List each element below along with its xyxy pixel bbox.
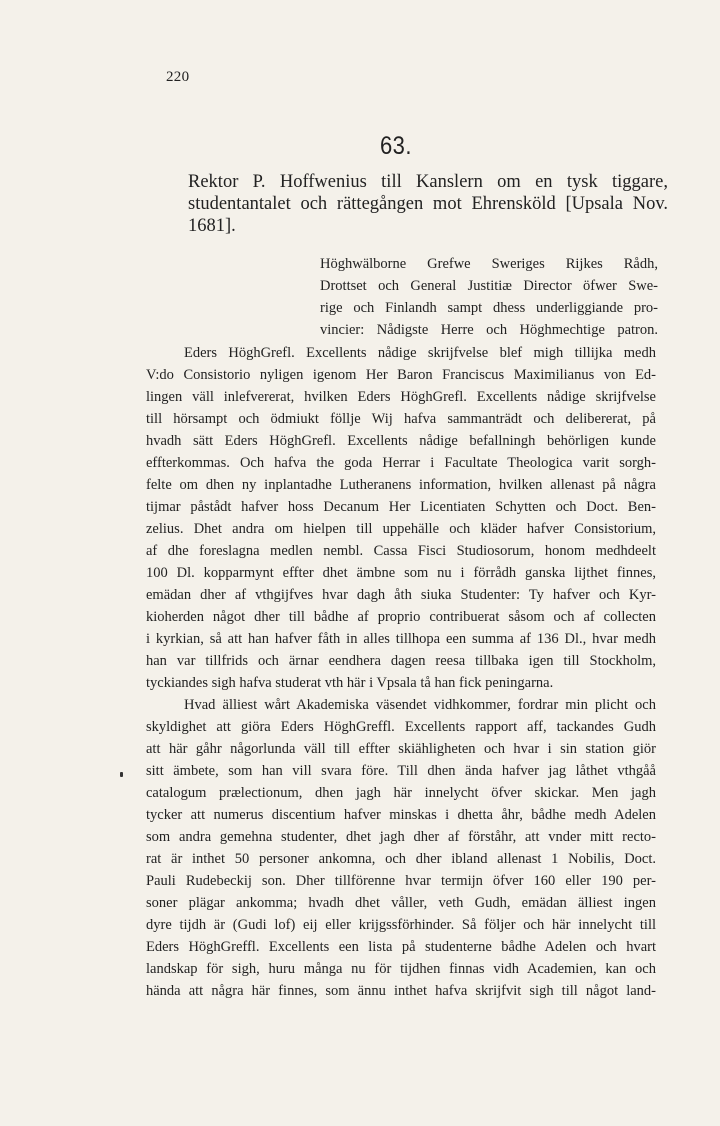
- salutation-line: rige och Finlandh sampt dhess underliggiande pro-: [320, 300, 658, 316]
- body-line: han var tillfrids och ärnar eendhera dagen reesa tillbaka igen till Stockholm,: [146, 653, 656, 669]
- document-heading: [188, 171, 668, 237]
- heading-line: 1681].: [188, 216, 236, 236]
- document-number: 63.: [380, 132, 412, 160]
- body-line: 100 Dl. kopparmynt effter dhet ämbne som nu i förrådh ganska lijthet finnes,: [146, 565, 656, 581]
- body-line: landskap för sigh, huru många nu för tijdhen finnas vidh Academien, kan och: [146, 961, 656, 977]
- salutation-block: [320, 253, 658, 341]
- heading-line: Rektor P. Hoffwenius till Kanslern om en tysk tiggare,: [188, 172, 668, 192]
- body-line: Hvad älliest wårt Akademiska väsendet vidhkommer, fordrar min plicht och: [184, 697, 656, 713]
- salutation-line: Höghwälborne Grefwe Sweriges Rijkes Rådh,: [320, 256, 658, 272]
- body-line: catalogum prælectionum, dhen jagh här innelycht öfver skickar. Men jagh: [146, 785, 656, 801]
- body-line: tijmar påstådt hafver hoss Decanum Her Licentiaten Schytten och Doct. Ben-: [146, 499, 656, 515]
- margin-mark: [120, 772, 123, 777]
- body-line: soner plägar ankomma; hvadh dhet våller, veth Gudh, emädan älliest ingen: [146, 895, 656, 911]
- letter-body: [146, 342, 656, 1002]
- body-line: sitt ämbete, som han vill svara före. Till dhen ända hafver jag låthet vthgåå: [146, 763, 656, 779]
- salutation-line: vincier: Nådigste Herre och Höghmechtige patron.: [320, 322, 658, 338]
- heading-line: studentantalet och rättegången mot Ehrensköld [Upsala Nov.: [188, 194, 668, 214]
- body-line: kioherden något dher till bådhe af proprio contribuerat såsom och af collecten: [146, 609, 656, 625]
- body-line: tycker att numerus discentium hafver minskas i dhetta åhr, bådhe medh Adelen: [146, 807, 656, 823]
- body-line: rat är inthet 50 personer ankomna, och dher ibland allenast 1 Nobilis, Doct.: [146, 851, 656, 867]
- body-line: Pauli Rudebeckij son. Dher tillförenne hvar termijn öfver 160 eller 190 per-: [146, 873, 656, 889]
- body-line: Eders HöghGrefl. Excellents nådige skrijfvelse blef migh tillijka medh: [184, 345, 656, 361]
- body-line: emädan dher af vthgijfves hvar dagh åth siuka Studenter: Ty hafver och Kyr-: [146, 587, 656, 603]
- body-line: hända att några här finnes, som ännu inthet hafva skrijfvit sigh till något land-: [146, 983, 656, 999]
- body-line: att här gåhr någorlunda väll till effter skiähligheten och hvar i sin station giör: [146, 741, 656, 757]
- body-line: lingen väll inlefvererat, hvilken Eders HöghGrefl. Excellents nådige skrijfvelse: [146, 389, 656, 405]
- body-line: effterkommas. Och hafva the goda Herrar i Facultate Theologica varit sorgh-: [146, 455, 656, 471]
- body-line: dyre tijdh är (Gudi lof) eij eller krijgssförhinder. Så följer och här innelycht till: [146, 917, 656, 933]
- body-line: som andra gemehna studenter, dhet jagh dher af förståhr, att vnder mitt recto-: [146, 829, 656, 845]
- salutation-line: Drottset och General Justitiæ Director öfwer Swe-: [320, 278, 658, 294]
- body-line: Eders HöghGreffl. Excellents een lista på studenterne bådhe Adelen och hvart: [146, 939, 656, 955]
- body-line: af dhe foreslagna medlen nembl. Cassa Fisci Studiosorum, honom medhdeelt: [146, 543, 656, 559]
- body-line: i kyrkian, så att han hafver fåth in alles tillhopa een summa af 136 Dl., hvar medh: [146, 631, 656, 647]
- body-line: till hörsampt och ödmiukt föllje Wij hafva sammanträdt och delibererat, på: [146, 411, 656, 427]
- body-line: felte om dhen ny inplantadhe Lutheranens information, hvilken allenast på några: [146, 477, 656, 493]
- body-line: V:do Consistorio nyligen igenom Her Baron Franciscus Maximilianus von Ed-: [146, 367, 656, 383]
- body-line: skyldighet att giöra Eders HöghGreffl. Excellents rapport aff, tackandes Gudh: [146, 719, 656, 735]
- page-number: 220: [166, 69, 190, 85]
- body-line: tyckiandes sigh hafva studerat vth här i Vpsala tå han fick peningarna.: [146, 675, 554, 691]
- body-line: zelius. Dhet andra om hielpen till uppehälle och kläder hafver Consistorium,: [146, 521, 656, 537]
- body-line: hvadh sätt Eders HöghGrefl. Excellents nådige befallningh behörligen kunde: [146, 433, 656, 449]
